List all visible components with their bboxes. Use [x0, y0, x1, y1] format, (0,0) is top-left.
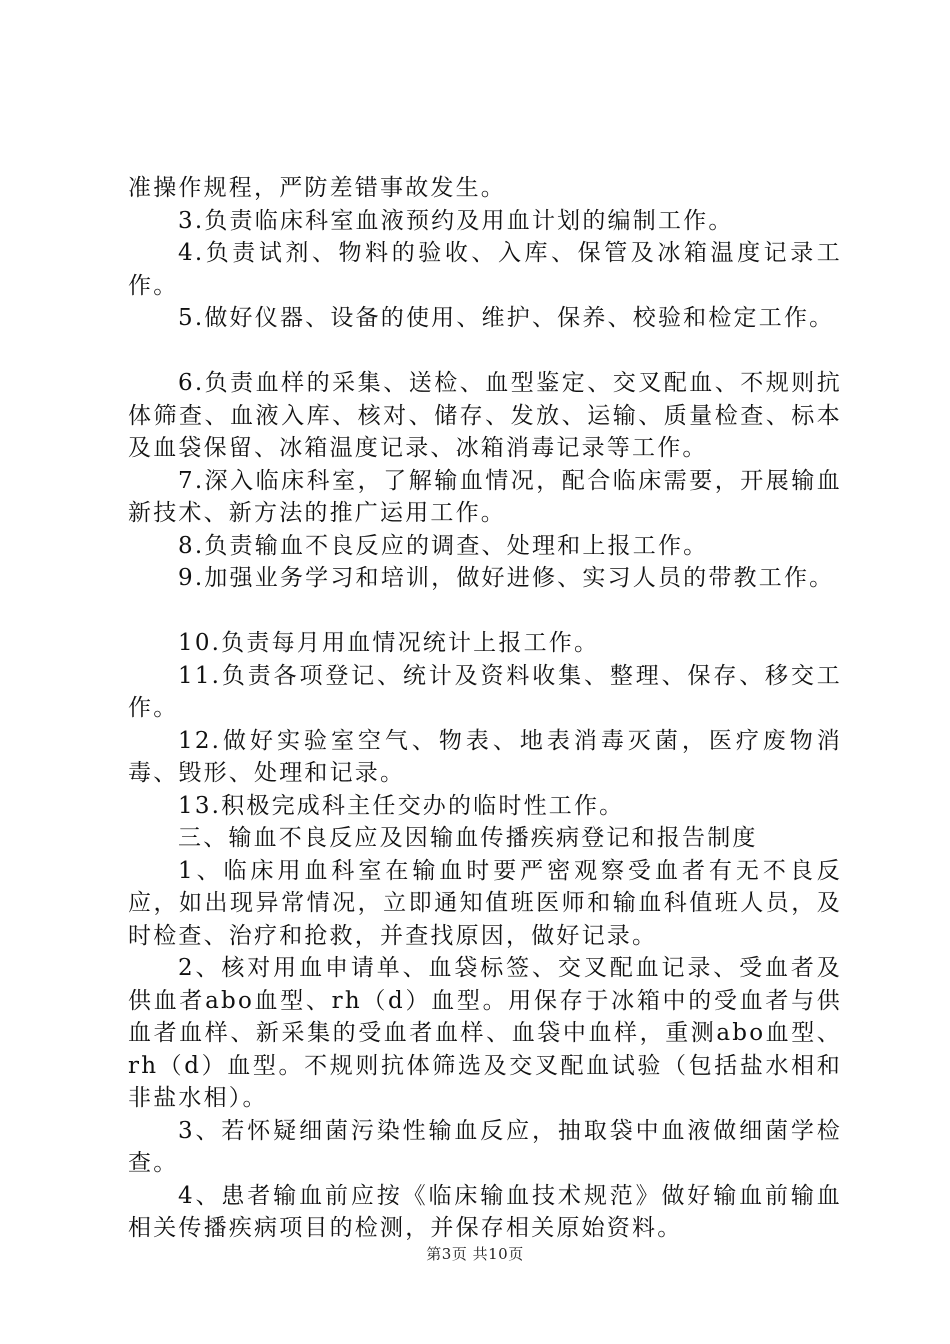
- paragraph-15: 3、若怀疑细菌污染性输血反应，抽取袋中血液做细菌学检查。: [128, 1117, 842, 1176]
- paragraph-gap: [128, 595, 842, 628]
- paragraph-6: 8.负责输血不良反应的调查、处理和上报工作。: [178, 532, 709, 559]
- paragraph-16: 4、患者输血前应按《临床输血技术规范》做好输血前输血相关传播疾病项目的检测，并保存相关原始资料。: [128, 1182, 842, 1241]
- paragraph-11: 13.积极完成科主任交办的临时性工作。: [178, 792, 625, 819]
- paragraph-0: 准操作规程，严防差错事故发生。: [128, 175, 506, 201]
- paragraph-5: 7.深入临床科室，了解输血情况，配合临床需要，开展输血新技术、新方法的推广运用工作。: [128, 467, 842, 526]
- paragraph-2: 4.负责试剂、物料的验收、入库、保管及冰箱温度记录工作。: [128, 240, 842, 299]
- paragraph-gap: [128, 335, 842, 368]
- paragraph-4: 6.负责血样的采集、送检、血型鉴定、交叉配血、不规则抗体筛查、血液入库、核对、储存、发放、运输、质量检查、标本及血袋保留、冰箱温度记录、冰箱消毒记录等工作。: [128, 370, 842, 461]
- paragraph-12: 三、输血不良反应及因输血传播疾病登记和报告制度: [178, 825, 758, 851]
- page-footer: 第3页 共10页: [426, 1245, 524, 1263]
- paragraph-3: 5.做好仪器、设备的使用、维护、保养、校验和检定工作。: [178, 305, 835, 331]
- document-body: [128, 172, 842, 1245]
- paragraph-7: 9.加强业务学习和培训，做好进修、实习人员的带教工作。: [178, 565, 835, 591]
- paragraph-13: 1、临床用血科室在输血时要严密观察受血者有无不良反应，如出现异常情况，立即通知值班医师和输血科值班人员，及时检查、治疗和抢救，并查找原因，做好记录。: [128, 857, 842, 949]
- paragraph-9: 11.负责各项登记、统计及资料收集、整理、保存、移交工作。: [128, 662, 842, 721]
- paragraph-8: 10.负责每月用血情况统计上报工作。: [178, 630, 600, 656]
- paragraph-14: 2、核对用血申请单、血袋标签、交叉配血记录、受血者及供血者abo血型、rh（d）血型。用保存于冰箱中的受血者与供血者血样、新采集的受血者血样、血袋中血样，重测abo血型、rh（d）血型。不规则抗体筛选及交叉配血试验（包括盐水相和非盐水相）。: [128, 955, 842, 1111]
- paragraph-10: 12.做好实验室空气、物表、地表消毒灭菌，医疗废物消毒、毁形、处理和记录。: [128, 727, 842, 786]
- paragraph-1: 3.负责临床科室血液预约及用血计划的编制工作。: [178, 207, 734, 234]
